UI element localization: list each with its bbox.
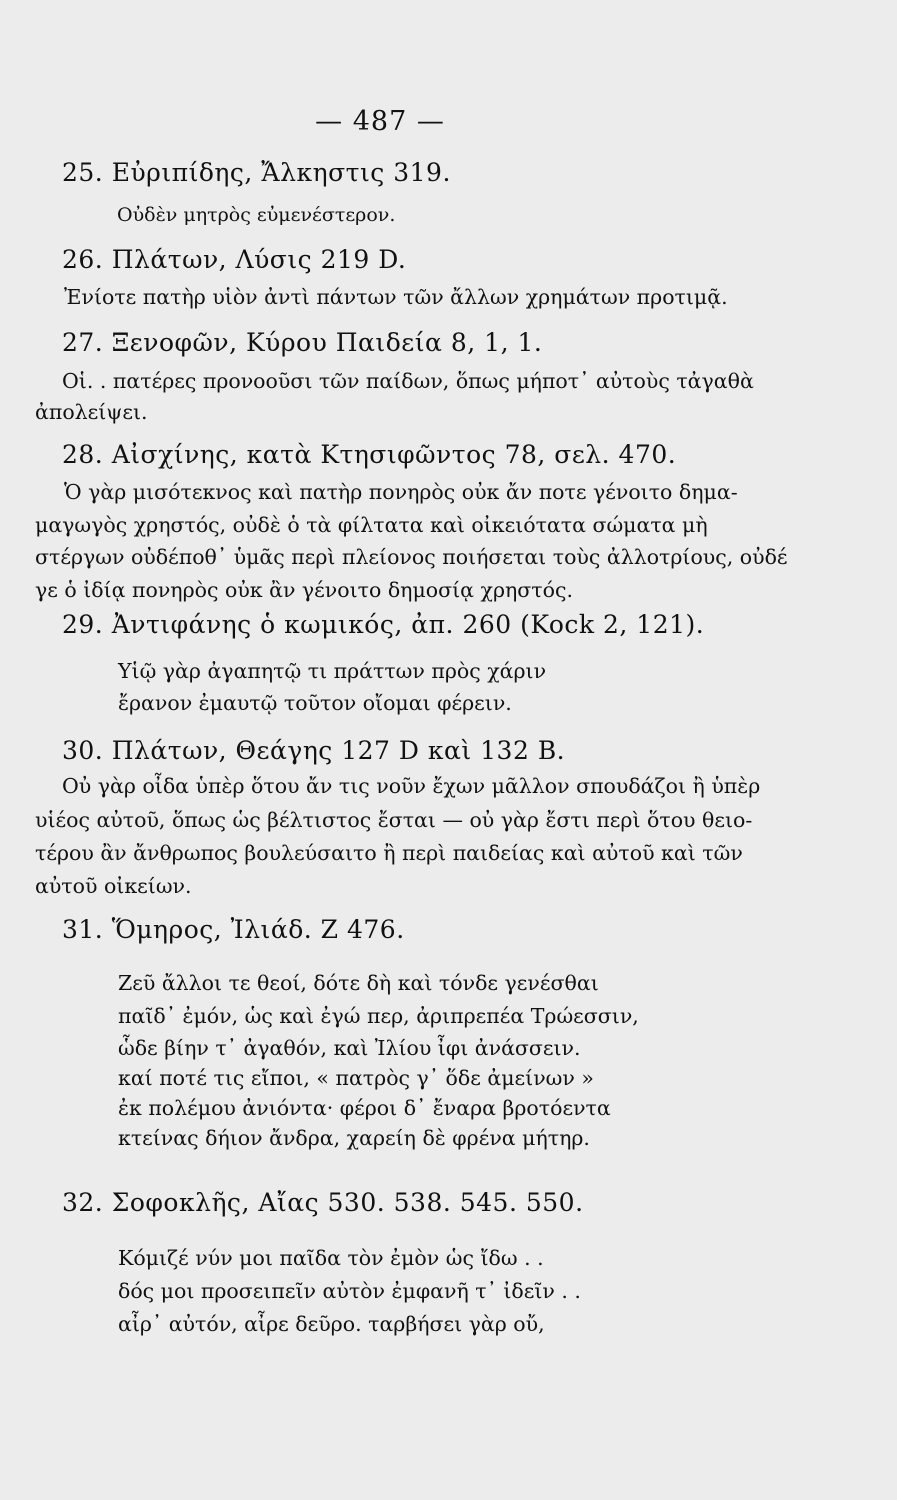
entry-text-line: Οἱ. . πατέρες προνοοῦσι τῶν παίδων, ὅπως μήποτ᾽ αὐτοὺς τἀγαθὰ	[62, 369, 754, 393]
verse-line: Υἱῷ γὰρ ἀγαπητῷ τι πράττων πρὸς χάριν	[118, 659, 547, 683]
verse-line: ὧδε βίην τ᾽ ἀγαθόν, καὶ Ἰλίου ἶφι ἀνάσσειν.	[118, 1036, 581, 1060]
entry-heading-29: 29. Ἀντιφάνης ὁ κωμικός, ἀπ. 260 (Kock 2, 121).	[62, 610, 705, 639]
page-number: — 487 —	[315, 106, 445, 137]
entry-text-line: στέργων οὐδέποθ᾽ ὑμᾶς περὶ πλείονος ποιήσεται τοὺς ἀλλοτρίους, οὐδέ	[35, 545, 788, 569]
entry-text-line: γε ὁ ἰδίᾳ πονηρὸς οὐκ ἂν γένοιτο δημοσίᾳ χρηστός.	[35, 578, 573, 602]
entry-text-line: ἀπολείψει.	[35, 400, 148, 424]
verse-line: δός μοι προσειπεῖν αὐτὸν ἐμφανῆ τ᾽ ἰδεῖν . .	[118, 1279, 581, 1303]
entry-text-line: Ὁ γὰρ μισότεκνος καὶ πατὴρ πονηρὸς οὐκ ἄν ποτε γένοιτο δημα-	[64, 480, 738, 504]
verse-line: παῖδ᾽ ἐμόν, ὡς καὶ ἐγώ περ, ἀριπρεπέα Τρώεσσιν,	[118, 1004, 639, 1028]
verse-line: καί ποτέ τις εἴποι, « πατρὸς γ᾽ ὅδε ἀμείνων »	[118, 1066, 594, 1090]
entry-heading-26: 26. Πλάτων, Λύσις 219 D.	[62, 245, 407, 274]
verse-line: ἐκ πολέμου ἀνιόντα· φέροι δ᾽ ἔναρα βροτόεντα	[118, 1096, 611, 1120]
entry-text-line: αὐτοῦ οἰκείων.	[35, 874, 192, 898]
verse-line: Κόμιζέ νύν μοι παῖδα τὸν ἐμὸν ὡς ἴδω . .	[118, 1246, 544, 1270]
verse-line: κτείνας δήιον ἄνδρα, χαρείη δὲ φρένα μήτηρ.	[118, 1126, 590, 1150]
entry-heading-25: 25. Εὐριπίδης, Ἄλκηστις 319.	[62, 158, 451, 187]
entry-text-line: Οὐδὲν μητρὸς εὐμενέστερον.	[117, 204, 396, 226]
entry-heading-32: 32. Σοφοκλῆς, Αἴας 530. 538. 545. 550.	[62, 1188, 584, 1217]
entry-heading-31: 31. Ὅμηρος, Ἰλιάδ. Ζ 476.	[62, 915, 405, 944]
verse-line: ἔρανον ἐμαυτῷ τοῦτον οἴομαι φέρειν.	[118, 691, 512, 715]
entry-text-line: Οὐ γὰρ οἶδα ὑπὲρ ὅτου ἄν τις νοῦν ἔχων μᾶλλον σπουδάζοι ἢ ὑπὲρ	[62, 774, 761, 798]
entry-heading-30: 30. Πλάτων, Θεάγης 127 D καὶ 132 B.	[62, 736, 566, 765]
entry-heading-28: 28. Αἰσχίνης, κατὰ Κτησιφῶντος 78, σελ. 470.	[62, 440, 677, 469]
entry-text-line: Ἐνίοτε πατὴρ υἱὸν ἀντὶ πάντων τῶν ἄλλων χρημάτων προτιμᾷ.	[64, 285, 728, 309]
entry-text-line: υἱέος αὐτοῦ, ὅπως ὡς βέλτιστος ἔσται — οὐ γὰρ ἔστι περὶ ὅτου θειο-	[35, 808, 753, 832]
entry-text-line: τέρου ἂν ἄνθρωπος βουλεύσαιτο ἢ περὶ παιδείας καὶ αὐτοῦ καὶ τῶν	[35, 841, 743, 865]
entry-heading-27: 27. Ξενοφῶν, Κύρου Παιδεία 8, 1, 1.	[62, 328, 543, 357]
verse-line: Ζεῦ ἄλλοι τε θεοί, δότε δὴ καὶ τόνδε γενέσθαι	[118, 971, 599, 995]
entry-text-line: μαγωγὸς χρηστός, οὐδὲ ὁ τὰ φίλτατα καὶ οἰκειότατα σώματα μὴ	[35, 513, 708, 537]
verse-line: αἶρ᾽ αὐτόν, αἶρε δεῦρο. ταρβήσει γὰρ οὔ,	[118, 1312, 545, 1336]
